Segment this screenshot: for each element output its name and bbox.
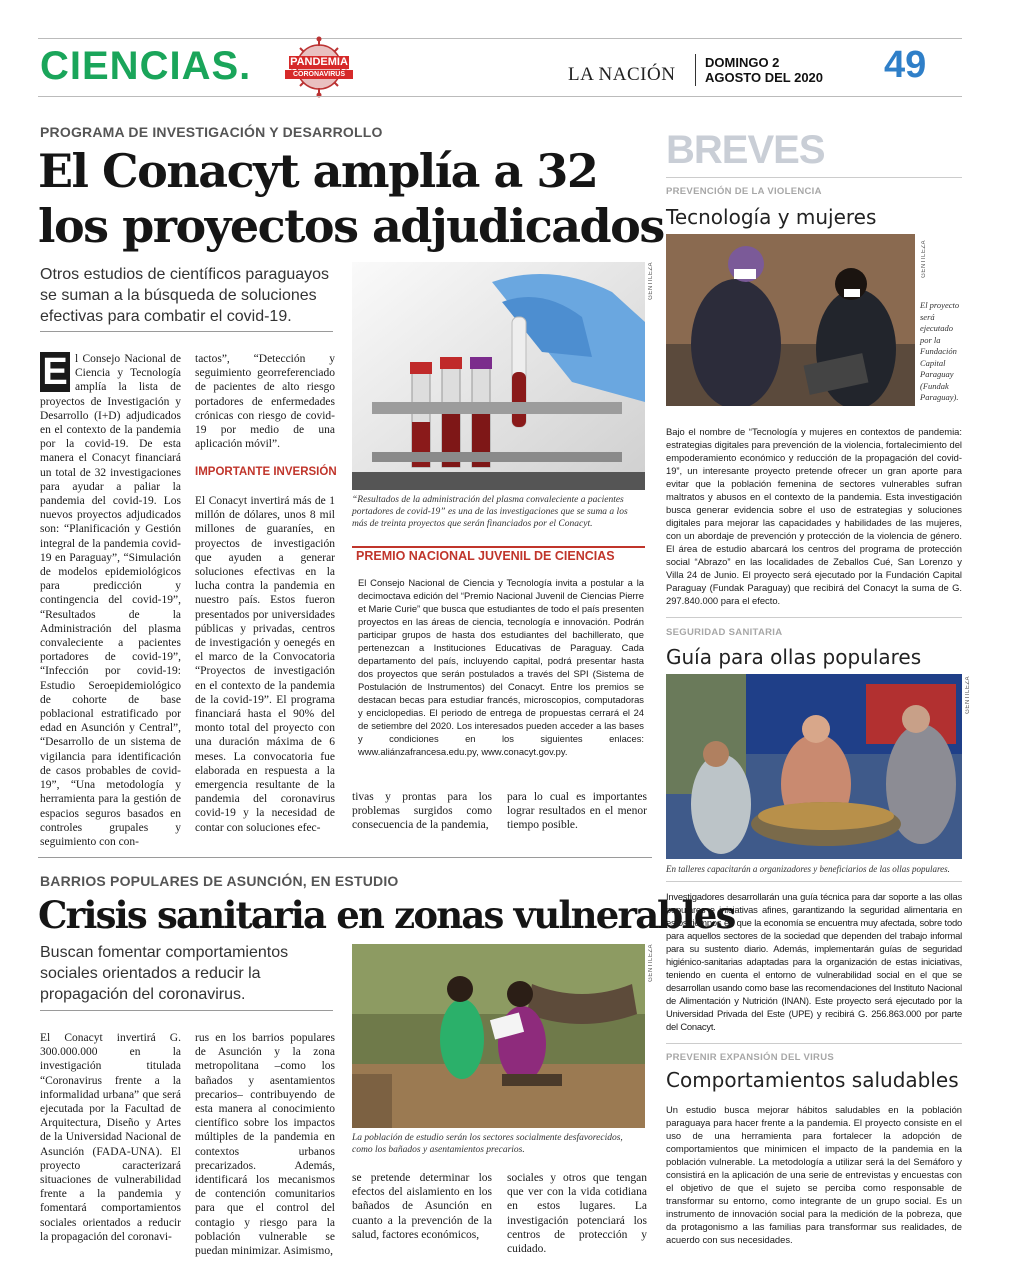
breve3-title: Comportamientos saludables <box>666 1068 959 1092</box>
article2-headline: Crisis sanitaria en zonas vulnerables <box>38 893 735 937</box>
article1-headline-line1: El Conacyt amplía a 32 <box>38 144 598 198</box>
breves-title: BREVES <box>666 128 825 172</box>
breve1-side-caption: El proyecto será ejecutado por la Fundación Capital Paraguay (Fundak Paraguay). <box>920 300 960 402</box>
article1-headline-line2: los proyectos adjudicados <box>38 199 664 253</box>
article1-col1: l Consejo Nacional de Ciencia y Tecnología amplía la lista de proyectos de Investigación y Desarrollo (I+D) adjudicados en el contexto de la pandemia por la covid-19. De esta manera el Conacyt financiará un total de 32 investigaciones para ayudar a paliar la pandemia del covid-19. Los nuevos proyectos adjudicados son: “Planificación y Gestión integral de la pandemia covid-19 en Paraguay”, “Simulación de modelos epidemiológicos para predicción y contingencia del covid-19”, “Resultados de la Administración del plasma convaleciente a pacientes portadores de covid-19”, “Infección por covid-19: Estudio Seroepidemiológico de cohorte de base poblacional estratificado por edad en Asunción y Central”, “Desarrollo de un sistema de vigilancia para identificación de casos probables de covid-19”, “Una metodología y herramienta para la gestión de espacios seguros basados en controles grupales y seguimiento con con- <box>40 353 181 848</box>
breve2-body: Investigadores desarrollarán una guía técnica para dar soporte a las ollas populares e iniciativas afines, garantizando la seguridad alimentaria en estos tiempos en que la economía se encuentra muy afectada, sobre todo para aquellos sectores de la sociedad que dependen del trabajo informal para su sustento diario. Además, implementarán guías de seguridad higiénico-sanitarias adaptadas para la organización de estas iniciativas, teniendo en cuenta el entorno de vulnerabilidad social en el que se desarrollan usando como base las recomendaciones del Instituto Nacional de Alimentación y Nutrición (INAN). Este proyecto será ejecutado por la Universidad Privada del Este (UPE) y recibirá G. 256.863.000 por parte del Conacyt. <box>666 891 962 1032</box>
premio-body: El Consejo Nacional de Ciencia y Tecnología invita a postular a la decimoctava edición del “Premio Nacional Juvenil de Ciencias Pierre et Marie Curie” que busca que estudiantes de todo el país presenten proyectos en las áreas de ciencia, tecnología e innovación. Podrán participar grupos de hasta dos estudiantes del bachillerato, que pertenezcan a Instituciones Educativas de Paraguay. Cada departamento del país, incluyendo capital, podrá presentar hasta dos proyectos que serán postulados a través del SPI (Sistema de Postulación de Instrumentos) del Conacyt. Entre los premios se destacan becas para estudiar francés, microscopios, computadoras y enciclopedias. El periodo de entrega de propuestas cerrará el 24 de setiembre del 2020. Los interesados pueden acceder a las bases y condiciones en los siguientes enlaces: www.aliánzafrancesa.edu.py, www.conacyt.gov.py. <box>358 577 644 757</box>
article2-dek: Buscan fomentar comportamientos sociales orientados a reducir la propagación del coronavirus. <box>40 944 289 1003</box>
dropcap: E <box>40 352 70 392</box>
breve2-kicker: SEGURIDAD SANITARIA <box>666 627 783 638</box>
masthead-divider <box>695 54 696 86</box>
badge-line2: CORONAVIRUS <box>285 70 353 79</box>
article2-photo-credit: GENTILEZA <box>648 944 654 982</box>
article1-col3: tivas y prontas para los problemas surgidos como consecuencia de la pandemia, <box>352 791 492 832</box>
article2-col4: sociales y otros que tengan que ver con la vida cotidiana en estos lugares. La investigación potenciará los centros de protección y cuidado. <box>507 1172 647 1256</box>
article2-caption: La población de estudio serán los sectores socialmente desfavorecidos, como los bañados y asentamientos precarios. <box>352 1133 623 1155</box>
article2-col2: rus en los barrios populares de Asunción y la zona metropolitana –como los bañados y asentamientos precarios– contribuyendo de esta manera al conocimiento científico sobre los impactos múltiples de la pandemia en contextos urbanos precarizados. Además, identificará los mecanismos de contención comunitarios para que el control del contagio y riesgo para la población vulnerable se puedan minimizar. Asimismo, <box>195 1032 335 1258</box>
breve2-photo-credit: GENTILEZA <box>965 676 971 714</box>
premio-title: PREMIO NACIONAL JUVENIL DE CIENCIAS <box>356 549 615 563</box>
page-number: 49 <box>884 44 927 86</box>
community-kitchen-photo <box>666 674 962 859</box>
breve2-title: Guía para ollas populares <box>666 645 922 669</box>
article1-caption: “Resultados de la administración del plasma convaleciente a pacientes portadores de covid-19” es una de las investigaciones que se suma a los más de treinta proyectos que serán financiados por el Conacyt. <box>352 495 628 529</box>
badge-line1: PANDEMIA <box>290 56 348 68</box>
date-line2: AGOSTO DEL 2020 <box>705 70 824 85</box>
pandemia-badge <box>281 36 357 98</box>
women-technology-photo <box>666 234 915 406</box>
breve3-kicker: PREVENIR EXPANSIÓN DEL VIRUS <box>666 1052 834 1063</box>
article1-dek: Otros estudios de científicos paraguayos se suman a la búsqueda de soluciones efectivas para combatir el covid-19. <box>40 266 330 325</box>
blood-samples-photo <box>352 262 645 490</box>
breve2-caption: En talleres capacitarán a organizadores y beneficiarios de las ollas populares. <box>666 864 950 874</box>
article2-col3: se pretende determinar los efectos del aislamiento en los bañados de Asunción en cuanto a la prevención de la salud, factores económicos, <box>352 1172 492 1241</box>
breve1-title: Tecnología y mujeres <box>666 205 877 229</box>
section-title: CIENCIAS. <box>40 44 252 88</box>
breve3-body: Un estudio busca mejorar hábitos saludables en la población paraguaya para hacer frente a la pandemia. El proyecto consiste en el uso de una herramienta para fortalecer la adopción de comportamientos que minimicen el impacto de la pandemia en la población vulnerable. La metodología a utilizar será la del Semáforo y consistirá en la aplicación de una serie de entrevistas y encuestas con el objetivo de que el sujeto se perciba como responsable de transformar su entorno, como integrante de un grupo social. Es un instrumento de innovación social para la medición de la pobreza, que da protagonismo a las familias para transformar sus realidades, de acuerdo con sus necesidades. <box>666 1104 962 1245</box>
community-photo <box>352 944 645 1128</box>
paper-name: LA NACIÓN <box>568 64 676 85</box>
article1-photo-credit: GENTILEZA <box>648 262 654 300</box>
article1-col2a: tactos”, “Detección y seguimiento georreferenciado de pacientes de alto riesgo portadores de enfermedades crónicas con riesgo de covid-19 por medio de una aplicación móvil”. <box>195 353 335 451</box>
article2-col1: El Conacyt invertirá G. 300.000.000 en la investigación titulada “Coronavirus frente a la informalidad urbana” que será ejecutada por la Facultad de Arquitectura, Diseño y Artes de la Universidad Nacional de Asunción (FADA-UNA). El proyecto caracterizará situaciones de vulnerabilidad frente a la pandemia y fomentará comportamientos sociales orientados a reducir la propagación del coronavi- <box>40 1032 181 1243</box>
breve1-kicker: PREVENCIÓN DE LA VIOLENCIA <box>666 186 822 197</box>
breve1-body: Bajo el nombre de “Tecnología y mujeres en contextos de pandemia: estrategias digitales para prevención de la violencia, fortalecimiento del empoderamiento económico y reducción de la propagación del covid-19”, un interesante proyecto pretende ofrecer un gran aporte para evitar que la población femenina de sectores vulnerables sufran maltratos y abusos en el contexto de la pandemia. Esta investigación busca generar evidencia sobre el uso de estrategias y soluciones digitales para mejorar las capacidades y habilidades de las mujeres, con un abordaje de prevención y protección de la violencia de género. El área de estudio abarcará los centros del programa de protección social “Abrazo” en las localidades de Zeballos Cué, San Lorenzo y Villa 24 de Junio. El proyecto será ejecutado por la Fundación Capital Paraguay (Fundak Paraguay) que recibirá del Conacyt la suma de G. 297.840.000 para el efecto. <box>666 426 963 606</box>
date-line1: DOMINGO 2 <box>705 55 780 70</box>
article1-subhead: IMPORTANTE INVERSIÓN <box>195 466 337 478</box>
article2-kicker: BARRIOS POPULARES DE ASUNCIÓN, EN ESTUDIO <box>40 873 399 889</box>
breve1-photo-credit: GENTILEZA <box>921 240 927 278</box>
article1-kicker: PROGRAMA DE INVESTIGACIÓN Y DESARROLLO <box>40 124 383 140</box>
article1-col2b: El Conacyt invertirá más de 1 millón de dólares, unos 8 mil millones de guaraníes, en proyectos de investigación que ayuden a generar soluciones efectivas en la lucha contra la pandemia en nuestro país. Estos fueron presentados por universidades públicas y privadas, centros de investigación y oenegés en el marco de la Convocatoria “Proyectos de investigación en el contexto de la pandemia de la covid-19”. El programa financiará hasta el 90% del monto total del proyecto con una duración máxima de 6 meses. La convocatoria fue elaborada en respuesta a la emergencia resultante de la pandemia del coronavirus covid-19 y la necesidad de contar con soluciones efec- <box>195 495 335 834</box>
article1-col4: para lo cual es importantes lograr resultados en el menor tiempo posible. <box>507 791 647 832</box>
